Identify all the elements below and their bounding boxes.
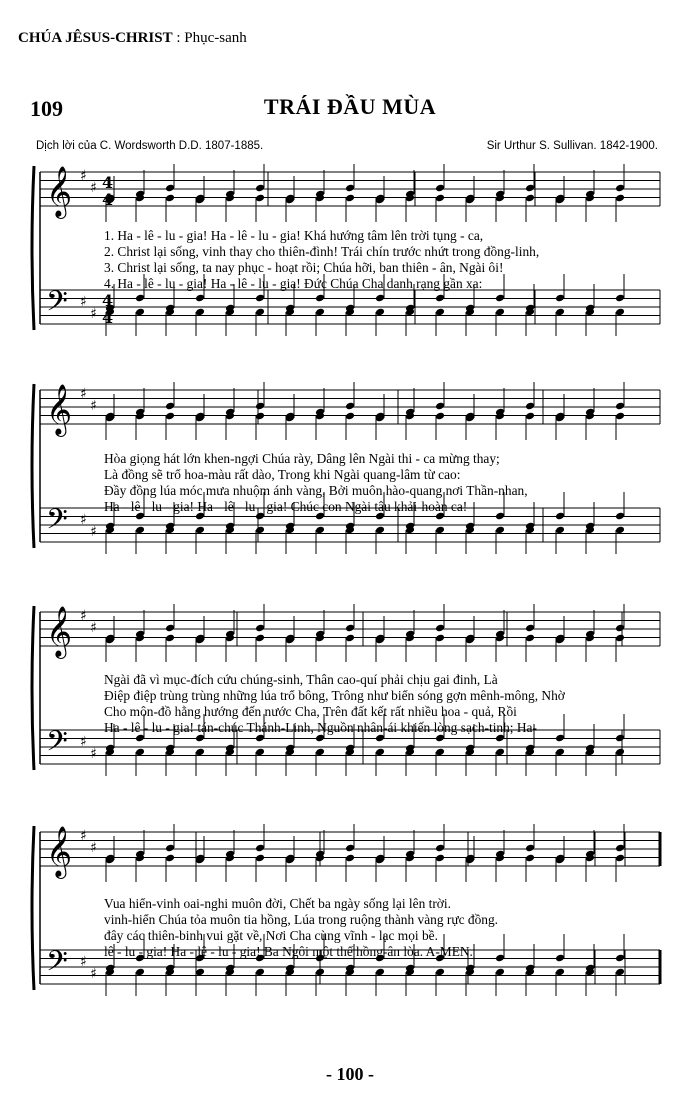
sharp-icon: ♯ — [90, 398, 97, 414]
lyric-line: 2. Christ lại sống, vinh thay cho thiên-đình! Trái chín trước nhứt trong đồng-linh, — [104, 244, 540, 259]
sharp-icon: ♯ — [90, 840, 97, 856]
section-title: CHÚA JÊSUS-CHRIST — [18, 30, 173, 46]
system-bracket — [32, 166, 34, 330]
sharp-icon: ♯ — [90, 966, 97, 982]
lyric-line: Vua hiển-vinh oai-nghi muôn đời, Chết ba ngày sống lại lên trời. — [104, 896, 451, 911]
translator-credit: Dịch lời của C. Wordsworth D.D. 1807-1885. — [36, 140, 264, 152]
time-signature-bottom: 4 — [102, 308, 114, 327]
time-signature-bottom: 4 — [102, 190, 114, 209]
hymn-title: TRÁI ĐẦU MÙA — [263, 94, 437, 119]
lyric-line: Ha - lê - lu - gia! tán-chúc Thánh-Linh, Nguồn nhân-ái khiến lòng sạch-tinh; Ha- — [104, 720, 537, 735]
lyrics-system-1 — [104, 228, 660, 292]
page-header — [18, 30, 247, 47]
lyric-line: Cho môn-đồ hằng hướng đến nước Cha, Trên đất kết rất nhiều hoa - quả, Rồi — [104, 704, 517, 719]
page-number: - 100 - — [326, 1064, 374, 1084]
lyrics-system-3 — [104, 672, 660, 736]
system-bracket — [32, 826, 34, 990]
lyric-line: lê - lu - gia! Ha - lê - lu - gia! Ba Ngôi một thể hồng-ân lòa. A-MEN. — [104, 944, 473, 959]
lyric-line: 1. Ha - lê - lu - gia! Ha - lê - lu - gia! Khá hướng tâm lên trời tụng - ca, — [104, 228, 484, 243]
header-separator: : — [172, 30, 185, 46]
section-subtitle: Phục-sanh — [184, 30, 247, 46]
lyric-line: 4. Ha - lê - lu - gia! Ha - lê - lu - gia! Đức Chúa Cha danh rạng gần xa: — [104, 276, 483, 291]
lyric-line: Ha - lê - lu - gia! Ha - lê - lu - gia! Chúc con Ngài tâu khải-hoàn ca! — [104, 499, 468, 514]
bass-clef-icon: 𝄢 — [46, 945, 68, 985]
time-signature-top: 4 — [102, 173, 114, 192]
system-bracket — [32, 606, 34, 770]
treble-clef-icon: 𝄞 — [46, 606, 73, 657]
sharp-icon: ♯ — [90, 524, 97, 540]
bass-clef-icon: 𝄢 — [46, 725, 68, 765]
lyric-line: Đầy đồng lúa móc mưa nhuộm ánh vàng, Bởi muôn hào-quang nơi Thần-nhan, — [104, 483, 528, 498]
bass-clef-icon: 𝄢 — [46, 503, 68, 543]
treble-clef-icon: 𝄞 — [46, 384, 73, 435]
sharp-icon: ♯ — [80, 828, 87, 844]
lyric-line: Ngài đã vì mục-đích cứu chúng-sinh, Thân cao-quí phải chịu gai đinh, Là — [104, 672, 498, 687]
lyric-line: Hòa giọng hát lớn khen-ngợi Chúa rày, Dâng lên Ngài thi - ca mừng thay; — [104, 451, 500, 466]
sharp-icon: ♯ — [80, 954, 87, 970]
sharp-icon: ♯ — [90, 620, 97, 636]
hymn-number: 109 — [30, 96, 63, 121]
sharp-icon: ♯ — [90, 746, 97, 762]
treble-clef-icon: 𝄞 — [46, 826, 73, 877]
sharp-icon: ♯ — [80, 512, 87, 528]
sharp-icon: ♯ — [90, 306, 97, 322]
lyrics-system-2 — [104, 451, 660, 515]
lyric-line: 3. Christ lại sống, ta nay phục - hoạt rồi; Chúa hỡi, ban thiên - ân, Ngài ôi! — [104, 260, 504, 275]
time-signature-top: 4 — [102, 291, 114, 310]
composer-credit: Sir Urthur S. Sullivan. 1842-1900. — [486, 140, 658, 152]
lyrics-system-4 — [104, 896, 660, 960]
lyric-line: Điệp điệp trùng trùng những lúa trổ bông, Trông như biển sóng gợn mênh-mông, Nhờ — [104, 688, 565, 703]
bass-clef-icon: 𝄢 — [46, 285, 68, 325]
lyric-line: Là đồng sẽ trổ hoa-màu rất dào, Trong khi Ngài quang-lâm từ cao: — [104, 467, 461, 482]
sharp-icon: ♯ — [80, 168, 87, 184]
sharp-icon: ♯ — [90, 180, 97, 196]
lyric-line: vinh-hiển Chúa tỏa muôn tia hồng, Lúa trong ruộng thành vàng rực đồng. — [104, 912, 499, 927]
treble-clef-icon: 𝄞 — [46, 166, 73, 217]
sharp-icon: ♯ — [80, 608, 87, 624]
sharp-icon: ♯ — [80, 734, 87, 750]
sharp-icon: ♯ — [80, 386, 87, 402]
sharp-icon: ♯ — [80, 294, 87, 310]
system-bracket — [32, 384, 34, 548]
lyric-line: đây các thiên-binh vui gặt về, Nơi Cha cùng vĩnh - lạc mọi bề. — [104, 928, 438, 943]
